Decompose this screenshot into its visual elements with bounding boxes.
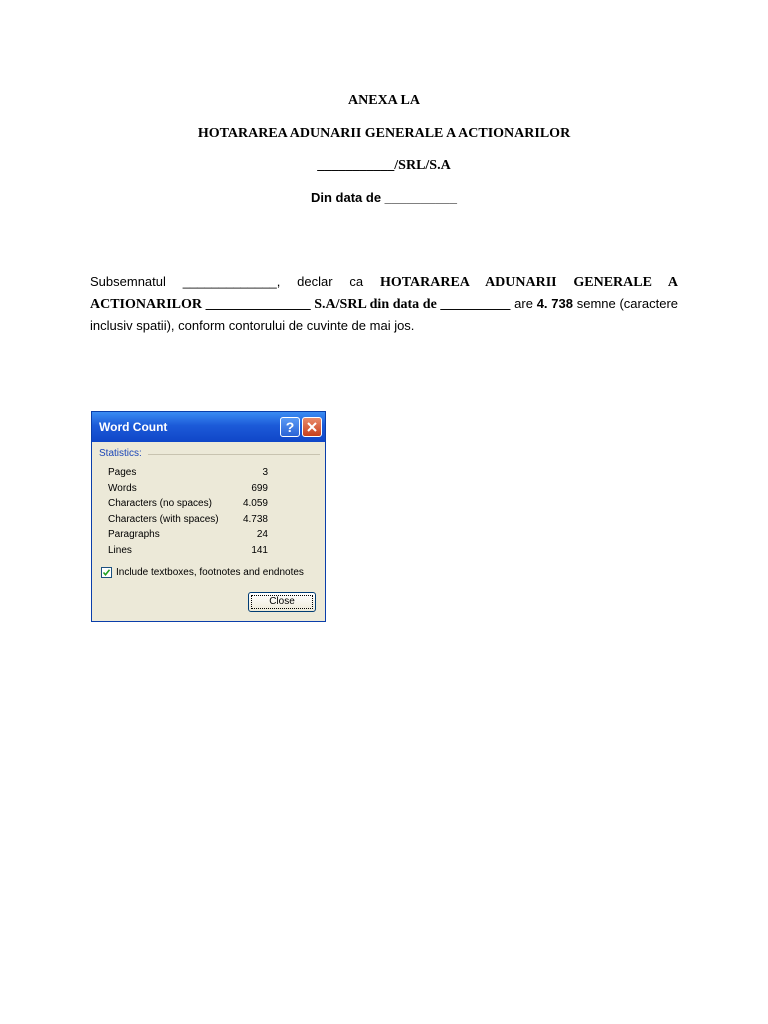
stat-row-paragraphs — [108, 529, 268, 543]
annex-title: ANEXA LA — [348, 93, 420, 108]
declaration-text-2: HOTARAREA ADUNARII GENERALE A ACTIONARILOR _______________ S.A/SRL din data de __________ — [90, 275, 678, 312]
declaration-text-3: are — [510, 296, 537, 311]
include-textboxes-checkbox[interactable] — [101, 567, 112, 578]
dialog-title: Word Count — [99, 420, 168, 434]
close-icon — [303, 418, 321, 436]
close-button[interactable] — [248, 592, 316, 612]
stat-label: Words — [108, 483, 137, 494]
dialog-titlebar[interactable] — [92, 412, 325, 442]
stat-row-lines — [108, 545, 268, 559]
declaration-text-1: Subsemnatul _____________, declar ca — [90, 274, 380, 289]
close-button-label: Close — [269, 596, 295, 607]
help-icon: ? — [285, 419, 295, 435]
declaration-paragraph — [90, 271, 678, 336]
stat-value: 699 — [251, 483, 268, 494]
stat-label: Characters (no spaces) — [108, 498, 212, 509]
statistics-divider — [148, 454, 320, 455]
stat-label: Characters (with spaces) — [108, 514, 219, 525]
stat-value: 141 — [251, 545, 268, 556]
decision-title: HOTARAREA ADUNARII GENERALE A ACTIONARILOR — [197, 126, 571, 141]
include-textboxes-label[interactable]: Include textboxes, footnotes and endnotes — [116, 567, 304, 578]
titlebar-close-button[interactable] — [302, 417, 322, 437]
declaration-count: 4. 738 — [536, 296, 573, 311]
help-button[interactable] — [280, 417, 300, 437]
declaration-text-4: semne (caractere inclusiv spatii), conform contorului de cuvinte de mai jos. — [90, 296, 678, 333]
stat-row-words — [108, 483, 268, 497]
stat-row-characters-with-spaces — [108, 514, 268, 528]
word-count-dialog — [91, 411, 326, 622]
stat-label: Pages — [108, 467, 137, 478]
stat-label: Paragraphs — [108, 529, 160, 540]
company-line: ___________/SRL/S.A — [317, 158, 451, 173]
stat-row-pages — [108, 467, 268, 481]
stat-label: Lines — [108, 545, 132, 556]
stat-value: 4.738 — [242, 514, 268, 525]
stat-value: 24 — [256, 529, 268, 540]
stat-row-characters-no-spaces — [108, 498, 268, 512]
date-line: Din data de __________ — [311, 190, 457, 205]
stat-value: 3 — [262, 467, 268, 478]
statistics-label: Statistics: — [99, 448, 142, 459]
stat-value: 4.059 — [242, 498, 268, 509]
checkmark-icon — [102, 568, 111, 577]
